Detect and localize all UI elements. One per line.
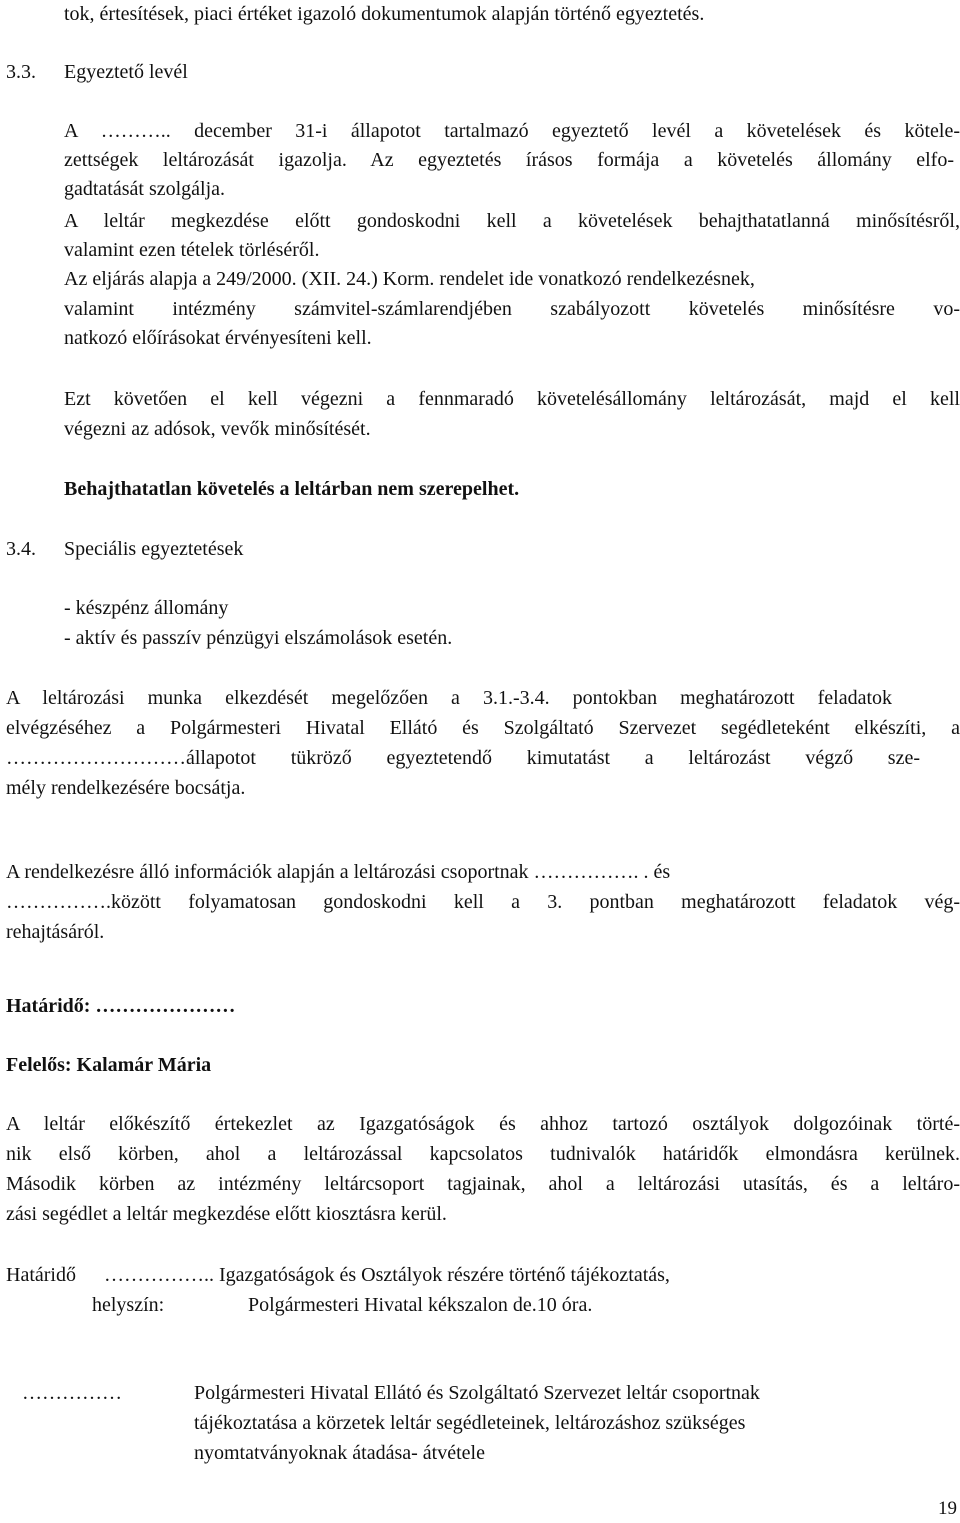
meeting-label: Határidő — [6, 1264, 76, 1286]
paragraph-line: A ……….. december 31-i állapotot tartalmazó egyeztető levél a követelések és kötele- — [64, 120, 960, 142]
paragraph-line: végezni az adósok, vevők minősítését. — [64, 418, 371, 440]
paragraph-line: Ezt követően el kell végezni a fennmaradó követelésállomány leltározását, majd el kell — [64, 388, 960, 410]
meeting-place-label: helyszín: — [92, 1294, 165, 1316]
section-title: Egyeztető levél — [64, 61, 188, 83]
section-title: Speciális egyeztetések — [64, 538, 244, 560]
paragraph-line: ………………………állapotot tükröző egyeztetendő kimutatást a leltározást végző sze- — [6, 747, 920, 769]
list-item: - aktív és passzív pénzügyi elszámolások esetén. — [64, 627, 453, 649]
paragraph-line: valamint ezen tételek törléséről. — [64, 239, 320, 261]
paragraph-line: rehajtásáról. — [6, 921, 105, 943]
paragraph-line: Az eljárás alapja a 249/2000. (XII. 24.) Korm. rendelet ide vonatkozó rendelkezésnek, — [64, 268, 755, 290]
paragraph-line: A leltározási munka elkezdését megelőzően a 3.1.-3.4. pontokban meghatározott feladatok — [6, 687, 892, 709]
paragraph-line: Második körben az intézmény leltárcsoport tagjainak, ahol a leltározási utasítás, és a leltáro- — [6, 1173, 960, 1195]
list-item: - készpénz állomány — [64, 597, 229, 619]
final-line: tájékoztatása a körzetek leltár segédleteinek, leltározáshoz szükséges — [194, 1412, 746, 1434]
paragraph-line: valamint intézmény számvitel-számlarendjében szabályozott követelés minősítésre vo- — [64, 298, 960, 320]
paragraph-line: A leltár előkészítő értekezlet az Igazgatóságok és ahhoz tartozó osztályok dolgozóinak törté- — [6, 1113, 960, 1135]
paragraph-line: A rendelkezésre álló információk alapján a leltározási csoportnak ……………. . és — [6, 861, 671, 883]
final-line: Polgármesteri Hivatal Ellátó és Szolgáltató Szervezet leltár csoportnak — [194, 1382, 760, 1404]
section-number: 3.3. — [6, 61, 36, 83]
paragraph-line: A leltár megkezdése előtt gondoskodni kell a követelések behajthatatlanná minősítésről, — [64, 210, 960, 232]
responsible-heading: Felelős: Kalamár Mária — [6, 1054, 212, 1076]
paragraph-line: elvégzéséhez a Polgármesteri Hivatal Ellátó és Szolgáltató Szervezet segédleteként elkészíti, a — [6, 717, 960, 739]
meeting-place-value: Polgármesteri Hivatal kékszalon de.10 óra. — [248, 1294, 593, 1316]
section-number: 3.4. — [6, 538, 36, 560]
final-line: nyomtatványoknak átadása- átvétele — [194, 1442, 485, 1464]
intro-line: tok, értesítések, piaci értéket igazoló dokumentumok alapján történő egyeztetés. — [64, 3, 705, 25]
final-dots: …………… — [22, 1382, 122, 1404]
paragraph-line: gadtatását szolgálja. — [64, 178, 226, 200]
paragraph-line: nik első körben, ahol a leltározással kapcsolatos tudnivalók határidők elmondásra kerülnek. — [6, 1143, 960, 1165]
meeting-value: …………….. Igazgatóságok és Osztályok részére történő tájékoztatás, — [104, 1264, 670, 1286]
page-number: 19 — [938, 1498, 957, 1519]
bold-note: Behajthatatlan követelés a leltárban nem szerepelhet. — [64, 478, 520, 500]
deadline-heading: Határidő: ………………… — [6, 995, 236, 1017]
paragraph-line: zási segédlet a leltár megkezdése előtt kiosztásra kerül. — [6, 1203, 447, 1225]
paragraph-line: zettségek leltározását igazolja. Az egyeztetés írásos formája a követelés állomány elfo- — [64, 149, 954, 171]
paragraph-line: natkozó előírásokat érvényesíteni kell. — [64, 327, 372, 349]
paragraph-line: mély rendelkezésére bocsátja. — [6, 777, 246, 799]
paragraph-line: …………….között folyamatosan gondoskodni kell a 3. pontban meghatározott feladatok vég- — [6, 891, 960, 913]
